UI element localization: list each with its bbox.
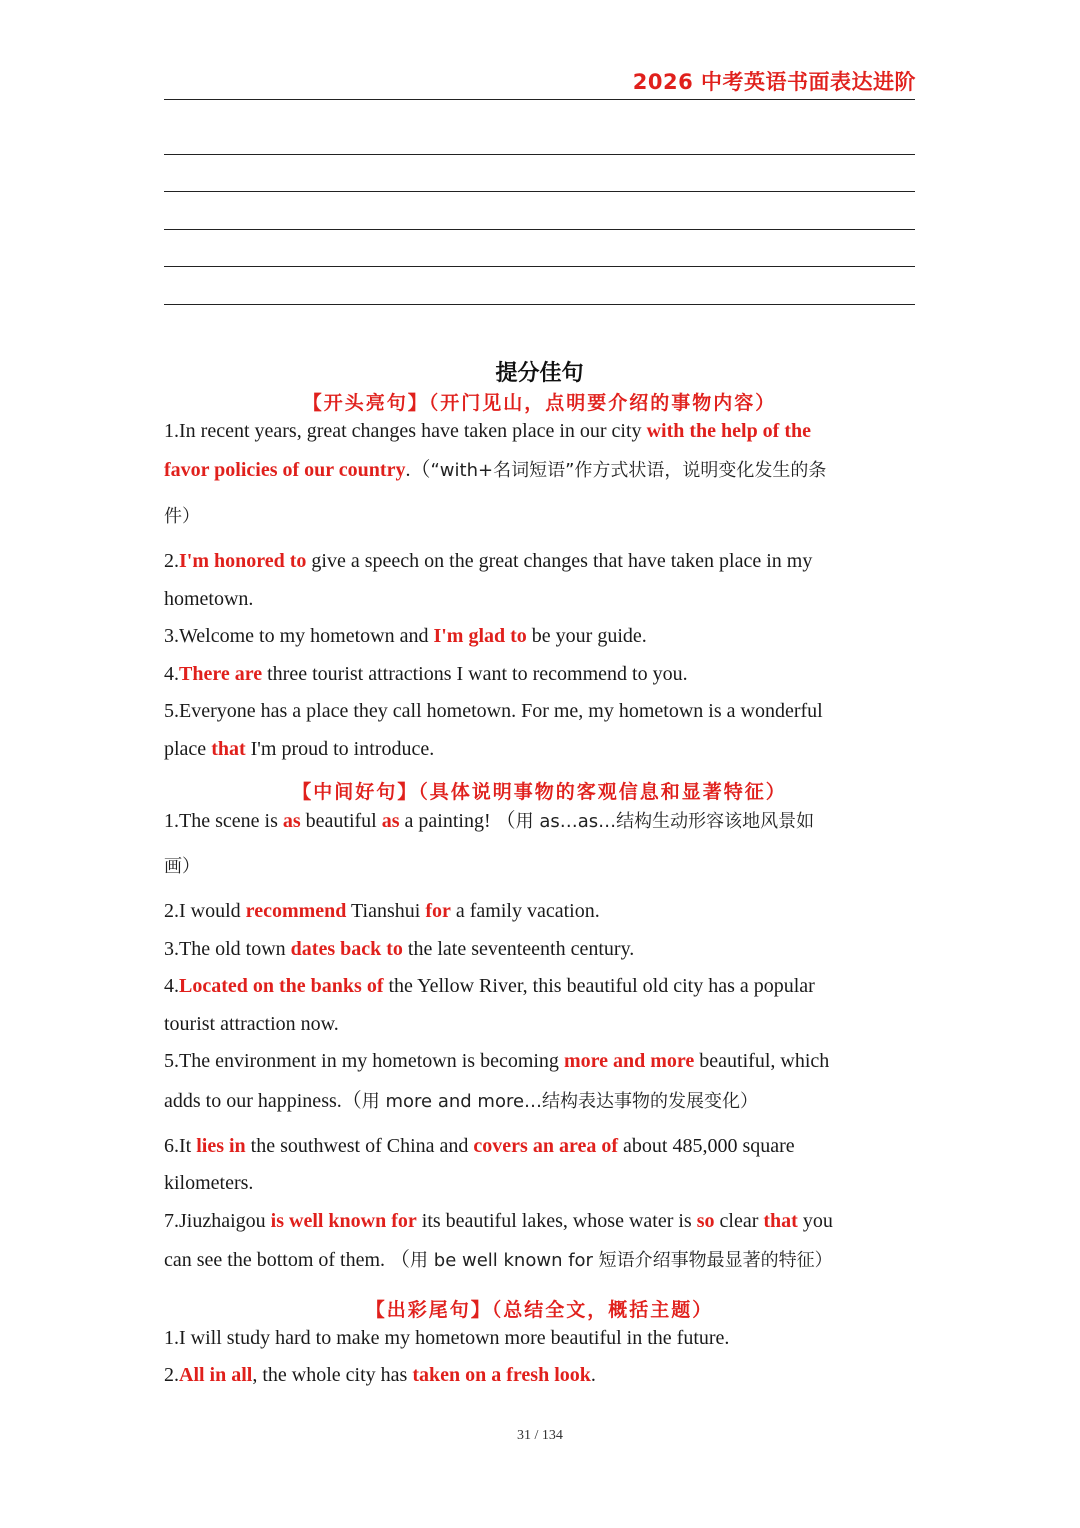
sentence-line	[164, 504, 924, 529]
key-phrase: as	[282, 810, 301, 832]
key-phrase: with the help of the	[646, 420, 812, 442]
key-phrase: lies in	[196, 1135, 246, 1157]
sentence-line	[164, 1049, 924, 1073]
header-rule	[164, 99, 915, 100]
sentence-text: 1.The scene is	[164, 810, 283, 832]
sentence-text: you	[797, 1210, 833, 1232]
key-phrase: that	[763, 1210, 798, 1232]
sentence-text: 2.I would	[164, 900, 246, 922]
sentence-text: .	[590, 1364, 596, 1386]
sentence-text: 1.In recent years, great changes have taken place in our city	[164, 420, 647, 442]
sentence-line	[164, 549, 924, 573]
writing-line	[164, 229, 915, 230]
sentence-text: kilometers.	[164, 1172, 254, 1194]
chinese-note: 用 more and more…结构表达事物的发展变化）	[361, 1091, 759, 1112]
sentence-text: a family vacation.	[450, 900, 600, 922]
sentence-line	[164, 587, 924, 611]
sentence-text: the southwest of China and	[245, 1135, 474, 1157]
writing-line	[164, 191, 915, 192]
sentence-text: about 485,000 square	[618, 1135, 795, 1157]
key-phrase: There are	[179, 663, 263, 685]
chinese-note: 画）	[164, 856, 200, 877]
key-phrase: taken on a fresh look	[412, 1364, 591, 1386]
key-phrase: recommend	[245, 900, 347, 922]
sentence-text: 1.I will study hard to make my hometown more beautiful in the future.	[164, 1327, 730, 1349]
sentence-text: 4.	[164, 975, 179, 997]
sentence-line	[164, 899, 924, 923]
sentence-text: I'm proud to introduce.	[245, 738, 435, 760]
key-phrase: I'm honored to	[179, 550, 307, 572]
sentence-text: give a speech on the great changes that have taken place in my	[306, 550, 813, 572]
section-title: 提分佳句	[495, 360, 584, 386]
sentence-line	[164, 1089, 924, 1114]
sentence-line	[164, 699, 924, 723]
sentence-text: 5.The environment in my hometown is becoming	[164, 1050, 564, 1072]
key-phrase: favor policies of our country	[164, 459, 406, 481]
sentence-line	[164, 1363, 924, 1387]
key-phrase: so	[696, 1210, 715, 1232]
sentence-line	[164, 854, 924, 879]
chinese-note: 件）	[164, 506, 200, 527]
writing-line	[164, 304, 915, 305]
sentence-line	[164, 624, 924, 648]
sentence-text: place	[164, 738, 212, 760]
chinese-note: 用 as…as…结构生动形容该地风景如	[515, 811, 815, 832]
sentence-text: 3.Welcome to my hometown and	[164, 625, 434, 647]
sentence-text: tourist attraction now.	[164, 1013, 339, 1035]
sentence-text: 4.	[164, 663, 179, 685]
page-number: 31 / 134	[517, 1428, 563, 1443]
sentence-text: a painting! （	[399, 810, 516, 832]
chinese-note: “with+名词短语”作方式状语，说明变化发生的条	[430, 460, 827, 481]
sentence-text: 6.It	[164, 1135, 197, 1157]
sentence-line	[164, 1171, 924, 1195]
key-phrase: that	[211, 738, 246, 760]
key-phrase: All in all	[179, 1364, 253, 1386]
key-phrase: is well known for	[270, 1210, 417, 1232]
key-phrase: Located on the banks of	[179, 975, 384, 997]
sentence-line	[164, 1209, 924, 1233]
sentence-text: Tianshui	[346, 900, 426, 922]
sentence-text: beautiful	[300, 810, 382, 832]
sentence-text: be your guide.	[526, 625, 647, 647]
sentence-text: hometown.	[164, 588, 254, 610]
ending-heading: 【出彩尾句】（总结全文，概括主题）	[365, 1299, 714, 1321]
sentence-line	[164, 458, 924, 483]
sentence-line	[164, 1012, 924, 1036]
sentence-line	[164, 809, 924, 834]
key-phrase: covers an area of	[473, 1135, 619, 1157]
key-phrase: dates back to	[290, 938, 403, 960]
sentence-line	[164, 662, 924, 686]
sentence-text: the Yellow River, this beautiful old city has a popular	[383, 975, 815, 997]
sentence-line	[164, 974, 924, 998]
sentence-text: 5.Everyone has a place they call hometown. For me, my hometown is a wonderful	[164, 700, 823, 722]
sentence-text: clear	[714, 1210, 764, 1232]
key-phrase: for	[425, 900, 451, 922]
key-phrase: I'm glad to	[433, 625, 527, 647]
key-phrase: more and more	[563, 1050, 695, 1072]
sentence-text: 7.Jiuzhaigou	[164, 1210, 271, 1232]
sentence-text: three tourist attractions I want to recommend to you.	[262, 663, 688, 685]
sentence-text: the late seventeenth century.	[402, 938, 635, 960]
opening-heading: 【开头亮句】（开门见山，点明要介绍的事物内容）	[302, 392, 777, 414]
writing-line	[164, 154, 915, 155]
document-header-title: 2026 中考英语书面表达进阶	[632, 70, 916, 94]
sentence-text: 3.The old town	[164, 938, 291, 960]
key-phrase: as	[381, 810, 400, 832]
sentence-line	[164, 1134, 924, 1158]
chinese-note: 用 be well known for 短语介绍事物最显著的特征）	[410, 1250, 833, 1271]
sentence-text: 2.	[164, 1364, 179, 1386]
sentence-text: , the whole city has	[252, 1364, 413, 1386]
sentence-text: can see the bottom of them. （	[164, 1249, 411, 1271]
sentence-line	[164, 737, 924, 761]
sentence-text: beautiful, which	[694, 1050, 830, 1072]
sentence-text: .（	[405, 459, 431, 481]
writing-line	[164, 266, 915, 267]
sentence-line	[164, 1326, 924, 1350]
sentence-line	[164, 419, 924, 443]
sentence-line	[164, 937, 924, 961]
sentence-text: adds to our happiness.（	[164, 1090, 362, 1112]
sentence-text: 2.	[164, 550, 179, 572]
sentence-line	[164, 1248, 924, 1273]
middle-heading: 【中间好句】（具体说明事物的客观信息和显著特征）	[292, 781, 787, 803]
sentence-text: its beautiful lakes, whose water is	[416, 1210, 697, 1232]
